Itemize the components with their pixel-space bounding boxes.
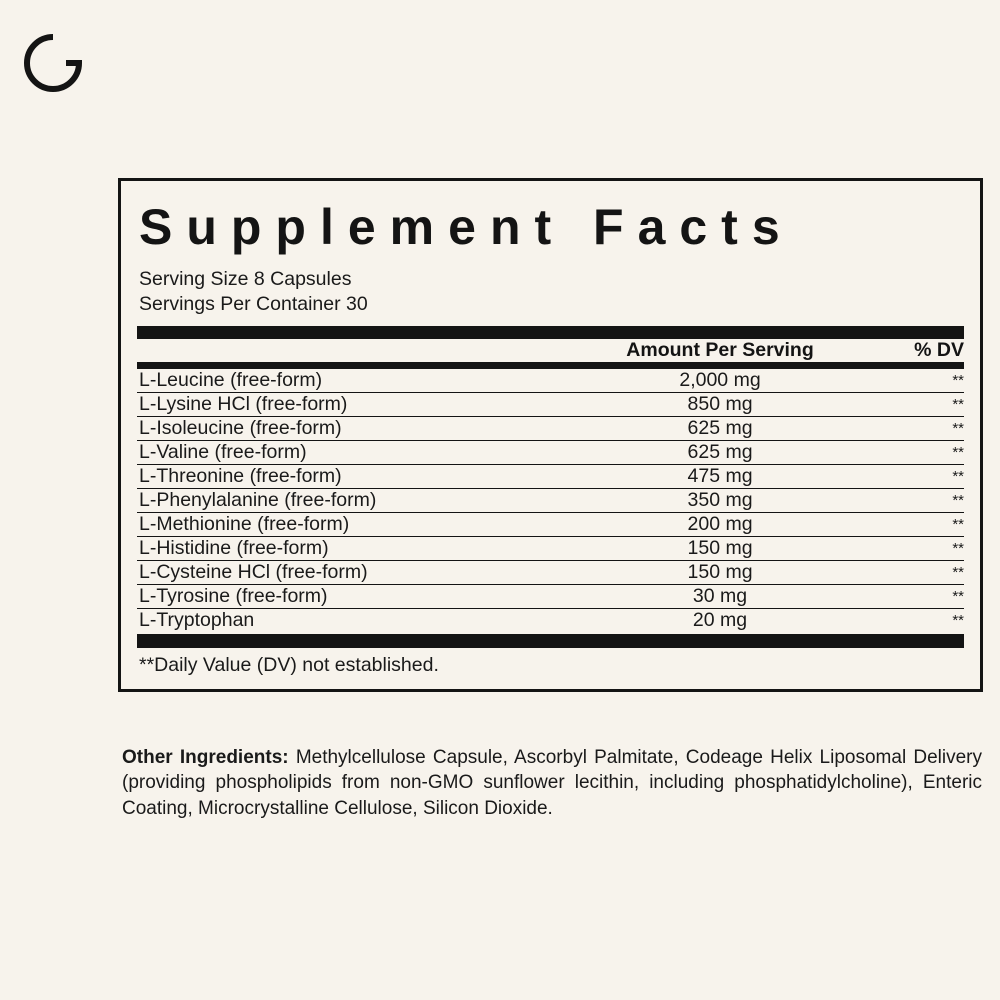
table-row [137,441,964,465]
other-ingredients-text: Methylcellulose Capsule, Ascorbyl Palmitate, Codeage Helix Liposomal Delivery (providing phospholipids from non-GMO sunflower lecithin, including phosphatidylcholine), Enteric Coating, Microcrystalline Cellulose, Silicon Dioxide. [122,747,982,819]
table-row [137,417,964,441]
row-dv: ** [952,612,964,630]
row-dv: ** [873,441,964,465]
table-row [137,393,964,417]
row-dv: ** [873,561,964,585]
other-ingredients-label: Other Ingredients: [122,747,289,768]
rule-bottom [137,634,964,648]
other-ingredients [122,745,982,821]
table-row [137,489,964,513]
circle-gap-icon [22,32,84,94]
row-name: L-Leucine (free-form) [137,369,567,393]
row-amount: 350 mg [567,489,873,513]
rule-thick-top [137,326,964,339]
row-amount: 20 mg [692,609,748,632]
row-name: L-Threonine (free-form) [137,465,567,489]
serving-size: Serving Size 8 Capsules [139,268,352,290]
row-amount: 625 mg [567,441,873,465]
row-dv: ** [873,513,964,537]
row-amount: 30 mg [567,585,873,609]
left-rail [0,0,112,1000]
page-title: Supplement Facts [139,199,794,255]
row-name: L-Phenylalanine (free-form) [137,489,567,513]
column-header-amount: Amount Per Serving [626,339,814,362]
rule-under-header [137,362,964,369]
row-dv: ** [873,585,964,609]
table-row [137,513,964,537]
table-row [137,561,964,585]
row-dv: ** [873,537,964,561]
row-name: L-Isoleucine (free-form) [137,417,567,441]
row-name: L-Valine (free-form) [137,441,567,465]
column-header-dv: % DV [914,339,964,362]
row-name: L-Lysine HCl (free-form) [137,393,567,417]
row-name: L-Histidine (free-form) [137,537,567,561]
daily-value-footnote: **Daily Value (DV) not established. [139,654,439,677]
row-dv: ** [873,417,964,441]
column-header-name [137,339,567,362]
table-row [137,537,964,561]
table-row [137,585,964,609]
row-dv: ** [873,465,964,489]
row-name: L-Methionine (free-form) [137,513,567,537]
table-row [137,609,964,633]
row-name: L-Tyrosine (free-form) [137,585,567,609]
supplement-facts-panel [118,178,983,692]
row-amount: 150 mg [567,561,873,585]
row-amount: 200 mg [567,513,873,537]
row-name: L-Tryptophan [139,609,255,632]
table-row [137,465,964,489]
row-amount: 475 mg [567,465,873,489]
table-row [137,369,964,393]
supplement-facts-rows [137,369,964,632]
row-amount: 150 mg [567,537,873,561]
table-header-row [137,339,964,362]
row-amount: 625 mg [567,417,873,441]
servings-per-container: Servings Per Container 30 [139,293,368,316]
supplement-facts-table [137,339,964,362]
row-name: L-Cysteine HCl (free-form) [137,561,567,585]
row-dv: ** [873,393,964,417]
row-dv: ** [873,489,964,513]
row-amount: 850 mg [567,393,873,417]
row-amount: 2,000 mg [567,369,873,393]
row-dv: ** [873,369,964,393]
